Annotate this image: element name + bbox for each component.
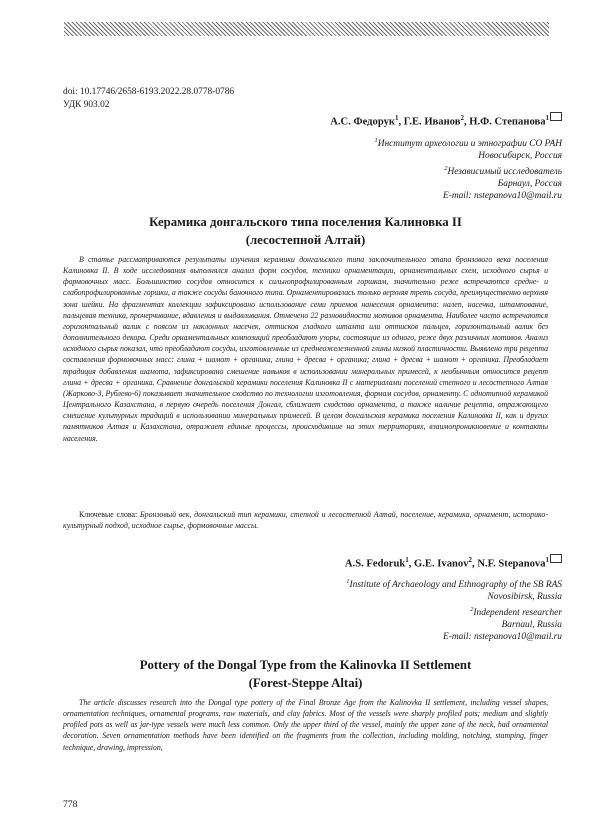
affiliation-line: $^1$Институт археологии и этнографии СО РАН bbox=[374, 137, 562, 150]
affiliation-email: E-mail: nstepanova10@mail.ru bbox=[442, 632, 562, 643]
udk: УДК 903.02 bbox=[63, 99, 110, 110]
header-hatch-bar bbox=[64, 22, 549, 36]
affiliation-email: E-mail: nstepanova10@mail.ru bbox=[442, 191, 562, 202]
keywords-label: Ключевые слова: bbox=[79, 510, 138, 519]
affiliation-line: Novosibirsk, Russia bbox=[487, 592, 562, 603]
affiliation-line: $^2$Independent researcher bbox=[470, 605, 562, 618]
keywords-ru bbox=[63, 509, 548, 531]
affiliation-line: Новосибирск, Россия bbox=[478, 151, 562, 162]
affiliations-ru bbox=[374, 135, 562, 203]
keywords-text: Бронзовый век, донгальский тип керамики, степной и лесостепной Алтай, поселение, керамика, орнамент, историко-культурный подход, исходное сырье, формовочные массы. bbox=[63, 510, 548, 531]
envelope-icon bbox=[550, 112, 562, 121]
article-meta bbox=[63, 86, 234, 111]
affiliation-line: $^1$Institute of Archaeology and Ethnography of the SB RAS bbox=[346, 578, 562, 591]
affiliation-line: Barnaul, Russia bbox=[501, 620, 562, 631]
authors-en: A.S. Fedoruk$^1$, G.E. Ivanov$^2$, N.F. Stepanova$^1$ bbox=[345, 556, 562, 570]
authors-ru: А.С. Федорук$^1$, Г.Е. Иванов$^2$, Н.Ф. Степанова$^1$ bbox=[330, 114, 562, 128]
abstract-ru: В статье рассматриваются результаты изучения керамики донгальского типа заключительного этапа бронзового века поселения Калиновка II. В ходе исследования выполнялся анализ форм сосудов, техники орнаментации, орнаментальных схем, исходного сырья и формовочных масс. Большинство сосудов относится к сильнопрофилированным горшкам, значительно реже встречаются средне- и слабопрофилированные горшки, а также сосуды баночного типа. Орнаментировалась только верхняя треть сосуда, преимущественно верхняя зона шейки. На фрагментах коллекции зафиксировано использование семи приемов нанесения орнамента: налеп, насечка, штампование, пальцевая техника, прочерчивание, вдавления и выдавливания. Отмечено 22 разновидности мотивов орнамента. Наиболее часто встречаются горизонтальный валик с поясом из наклонных насечек, оттисков гладкого штампа или оттисков пальцев, горизонтальный валик без дополнительного декора. Среди орнаментальных композиций преобладают узоры, состоящие из одного, реже двух различных мотивов. Анализ исходного сырья показал, что преобладают сосуды, изготовленные из среднеожелезненной глины низкой пластичности. Выявлено три рецепта составления формовочных масс: глина + шамот + органика, глина + дресва + органика; глина + дресва + шамот + органика. Преобладает традиция добавления шамота, зафиксировано смешение навыков в использовании минеральных примесей, к необычным относится рецепт глина + дресва + органика. Сравнение донгальской керамики поселения Калиновка II с материалами поселений степного и лесостепного Алтая (Жарково-3, Рублево-6) показывает значительное сходство по технологии изготовления, формам сосудов, орнаменту. С однотипной керамикой Центрального Казахстана, в первую очередь поселения Донгал, сближает сходство орнамента, а также наличие рецепта, отражающего смешение культурных традиций в использовании минеральных примесей. В целом донгальская керамика поселения Калиновка II, как и других памятников Алтая и Казахстана, отражает единые процессы, происходившие на этих территориях, взаимопроникновение и контакты населения. bbox=[63, 255, 548, 443]
title-ru: Керамика донгальского типа поселения Калиновка II (лесостепной Алтай) bbox=[149, 215, 462, 247]
affiliations-en bbox=[346, 576, 562, 644]
abstract-en: The article discusses research into the Dongal type pottery of the Final Bronze Age from the Kalinovka II settlement, including vessel shapes, ornamentation techniques, ornamental programs, raw materials, and clay fabrics. Most of the vessels were sharply profiled pots; medium and slightly profiled pots as well as jar-type vessels were much less common. Only the upper third of the vessel, mainly the upper zone of the neck, had ornamental decoration. Seven ornamentation methods have been identified on the fragments from the collection, including molding, notching, stamping, finger technique, drawing, impression, bbox=[63, 698, 548, 752]
doi: doi: 10.17746/2658-6193.2022.28.0778-0786 bbox=[63, 87, 235, 97]
envelope-icon bbox=[550, 554, 562, 563]
page-number: 778 bbox=[63, 799, 78, 810]
affiliation-line: Барнаул, Россия bbox=[497, 179, 562, 190]
affiliation-line: $^2$Независимый исследователь bbox=[444, 164, 562, 177]
title-en: Pottery of the Dongal Type from the Kalinovka II Settlement (Forest-Steppe Altai) bbox=[139, 658, 472, 690]
